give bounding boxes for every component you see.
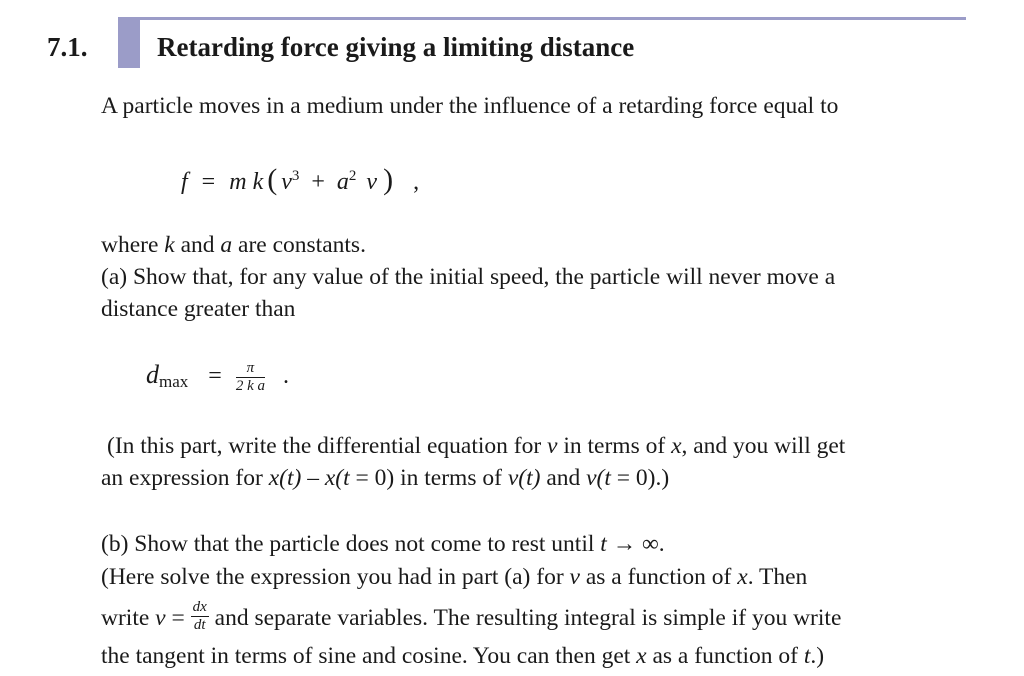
header-accent-block xyxy=(118,17,140,68)
part-a-line-2: distance greater than xyxy=(101,296,296,322)
part-b-line-3: write v = $\frac{dx}{dt}$ and separate variables. The resulting integral is simple if you write xyxy=(101,599,842,633)
part-b-line-4: the tangent in terms of sine and cosine. You can then get x as a function of t.) xyxy=(101,643,825,669)
hint-a-line-1: (In this part, write the differential equation for v in terms of x, and you will get xyxy=(107,433,846,459)
problem-title: Retarding force giving a limiting distance xyxy=(157,32,635,62)
header-rule xyxy=(118,17,966,20)
hint-a-line-2: an expression for x(t) – x(t = 0) in terms of v(t) and v(t = 0).) xyxy=(101,465,670,491)
part-b-line-2: (Here solve the expression you had in part (a) for v as a function of x. Then xyxy=(101,564,808,590)
constants-statement: where k and a are constants. xyxy=(101,232,366,258)
intro-text: A particle moves in a medium under the influence of a retarding force equal to xyxy=(101,93,839,119)
force-equation: f = m k ( $v^3 + a^2$ v ) , xyxy=(181,163,420,196)
part-a-line-1: (a) Show that, for any value of the initial speed, the particle will never move a xyxy=(101,264,836,290)
problem-number: 7.1. xyxy=(47,32,88,62)
dmax-fraction: $\frac{\pi}{\text{2 k a}}$ xyxy=(235,359,265,394)
part-b-line-1: (b) Show that the particle does not come to rest until t → ∞. xyxy=(101,531,665,557)
dmax-equation: $d_{max}$ = $\frac{\pi}{\text{2 k a}}$ . xyxy=(146,359,289,394)
velocity-fraction: $\frac{dx}{dt}$ xyxy=(192,599,207,633)
